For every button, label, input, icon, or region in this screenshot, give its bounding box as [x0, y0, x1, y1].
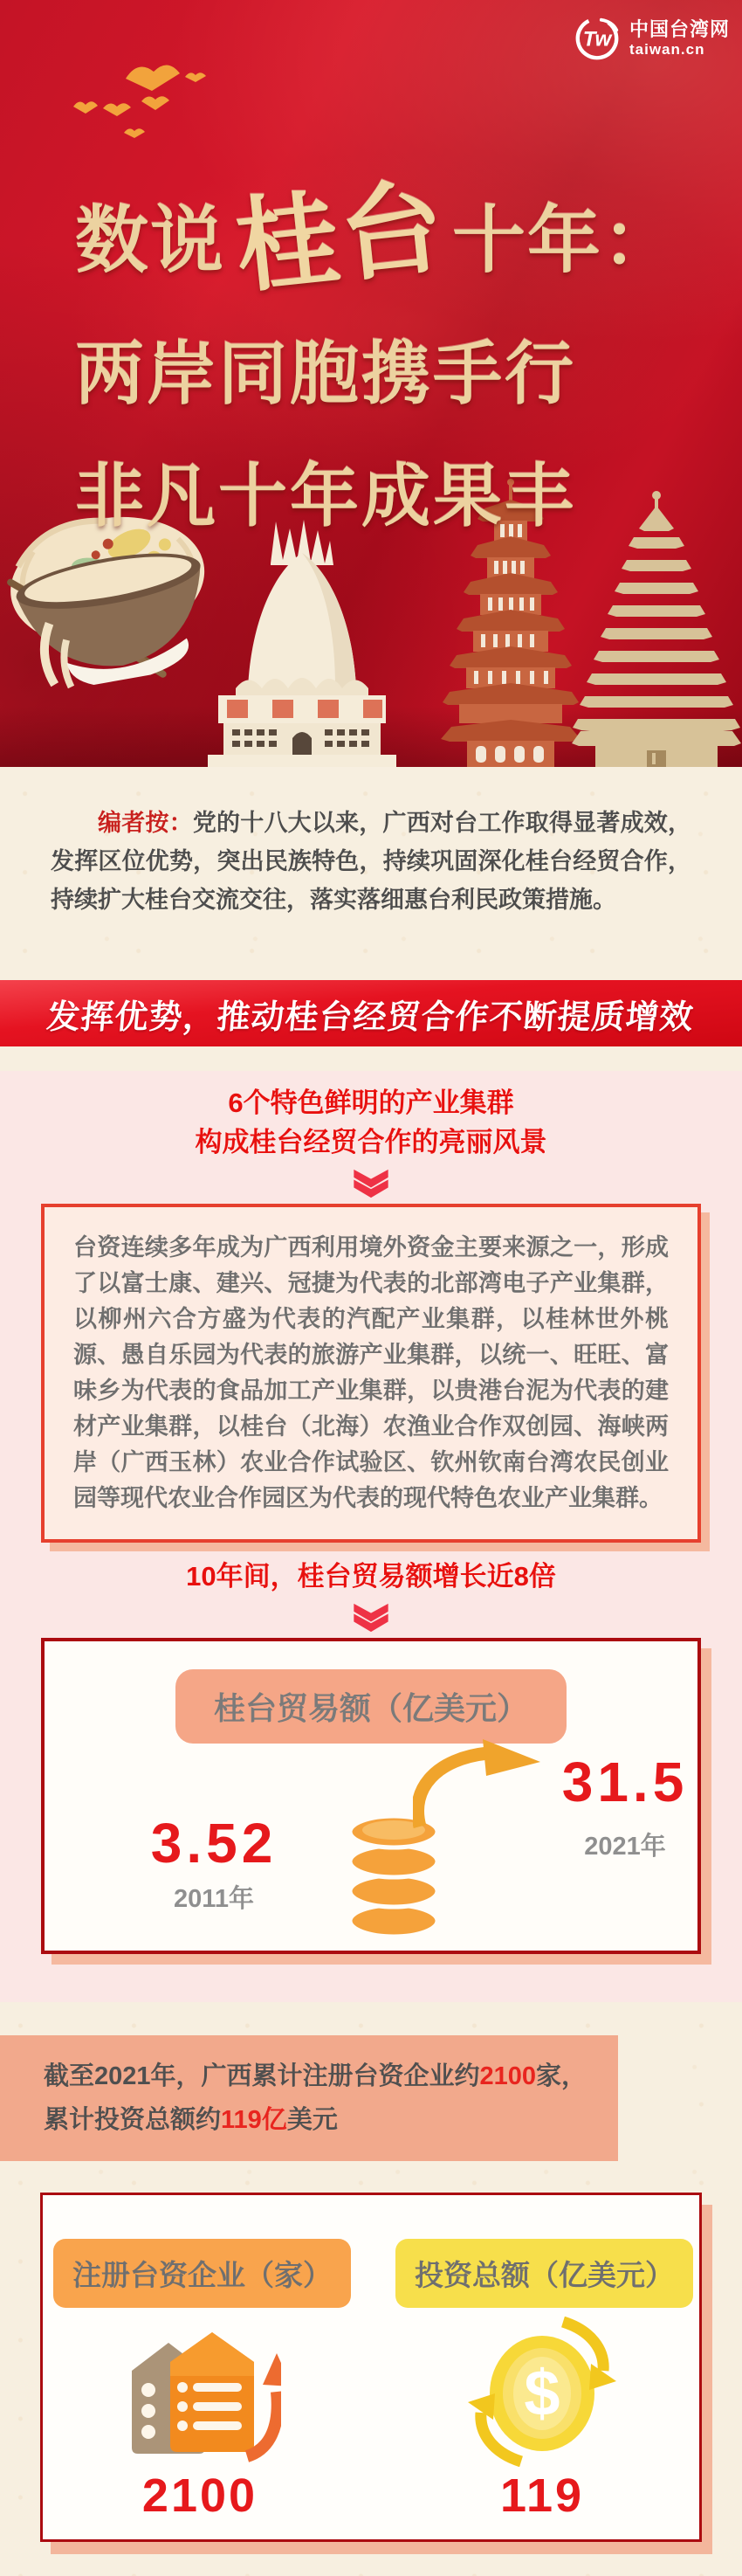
- enterprises-value: 2100: [141, 2469, 258, 2522]
- trade-figure-card: [41, 1638, 701, 1954]
- trade-end-year: 2021年: [584, 1833, 666, 1861]
- clusters-and-trade-section: [0, 1071, 742, 2002]
- chevron-down-icon: [349, 1169, 393, 1198]
- dollar-coin-icon: [462, 2317, 623, 2467]
- logo-cn: 中国台湾网: [629, 18, 730, 41]
- title-prefix: 数说: [75, 199, 226, 281]
- trade-start-value: 3.52: [150, 1812, 278, 1875]
- clusters-heading-line1: 6个特色鲜明的产业集群: [228, 1088, 514, 1118]
- title-brush-chars: 桂台: [230, 169, 451, 307]
- divider-strip: [0, 1046, 742, 1071]
- investment-section: [0, 2002, 742, 2576]
- doves-icon: [73, 52, 217, 144]
- investment-stats-card: [40, 2193, 702, 2542]
- investment-note-box: [0, 2035, 618, 2161]
- editor-note-paragraph: [51, 804, 691, 919]
- site-logo[interactable]: [573, 14, 730, 63]
- clusters-body: 台资连续多年成为广西利用境外资金主要来源之一，形成了以富士康、建兴、冠捷为代表的北部湾电子产业集群，以柳州六合方盛为代表的汽配产业集群，以桂林世外桃源、愚自乐园为代表的旅游产业集群，以统一、旺旺、富味乡为代表的食品加工产业集群，以贵港台泥为代表的建材产业集群，以桂台（北海）农渔业合作双创园、海峡两岸（广西玉林）农业合作试验区、钦州钦南台湾农民创业园等现代农业合作园区为代表的现代特色农业产业集群。: [73, 1234, 669, 1511]
- title-line-2: 两岸同胞携手行: [75, 335, 576, 412]
- title-line-3: 非凡十年成果丰: [75, 457, 576, 535]
- banner-text: 发挥优势，推动桂台经贸合作不断提质增效: [45, 998, 696, 1036]
- section-banner: [0, 980, 742, 1046]
- investment-label: 投资总额（亿美元）: [395, 2239, 693, 2308]
- title-suffix: 十年：: [452, 199, 678, 281]
- editor-note-text: 党的十八大以来，广西对台工作取得显著成效，发挥区位优势，突出民族特色，持续巩固深化桂台经贸合作，持续扩大桂台交流交往，落实落细惠台利民政策措施。: [51, 810, 692, 913]
- trade-start-year: 2011年: [174, 1885, 254, 1913]
- enterprises-stat: [53, 2239, 347, 2539]
- chevron-down-icon: [349, 1603, 393, 1633]
- enterprise-building-icon: [120, 2317, 281, 2467]
- convention-center-illustration: [208, 520, 396, 767]
- logo-monogram: Tw: [582, 27, 612, 52]
- investment-value: 119: [499, 2469, 585, 2522]
- logo-domain: taiwan.cn: [629, 40, 705, 58]
- trade-card-label: 桂台贸易额（亿美元）: [175, 1669, 567, 1744]
- trade-end-value: 31.5: [561, 1751, 689, 1813]
- clusters-heading: [0, 1083, 742, 1162]
- clusters-text-box: [41, 1204, 701, 1543]
- investment-total-highlight: 119亿: [221, 2106, 287, 2134]
- enterprises-count-highlight: 2100: [479, 2062, 537, 2090]
- hero-section: [0, 0, 742, 767]
- investment-note-line1: 截至2021年，广西累计注册台资企业约2100家，: [44, 2062, 587, 2090]
- investment-note-line2: 累计投资总额约119亿美元: [44, 2106, 338, 2134]
- clusters-heading-line2: 构成桂台经贸合作的亮丽风景: [195, 1127, 547, 1157]
- editor-note-section: [0, 767, 742, 980]
- investment-stat: [395, 2239, 689, 2539]
- title-line-1: [75, 147, 678, 307]
- trade-heading: 10年间，桂台贸易额增长近8倍: [186, 1561, 556, 1592]
- dollar-sign: $: [523, 2357, 560, 2429]
- poster-title: [75, 147, 677, 540]
- editor-note-label: 编者按：: [98, 810, 193, 836]
- logo-text: [629, 18, 730, 58]
- taiwan-web-logo-icon: [573, 14, 622, 63]
- enterprises-label: 注册台资企业（家）: [53, 2239, 351, 2308]
